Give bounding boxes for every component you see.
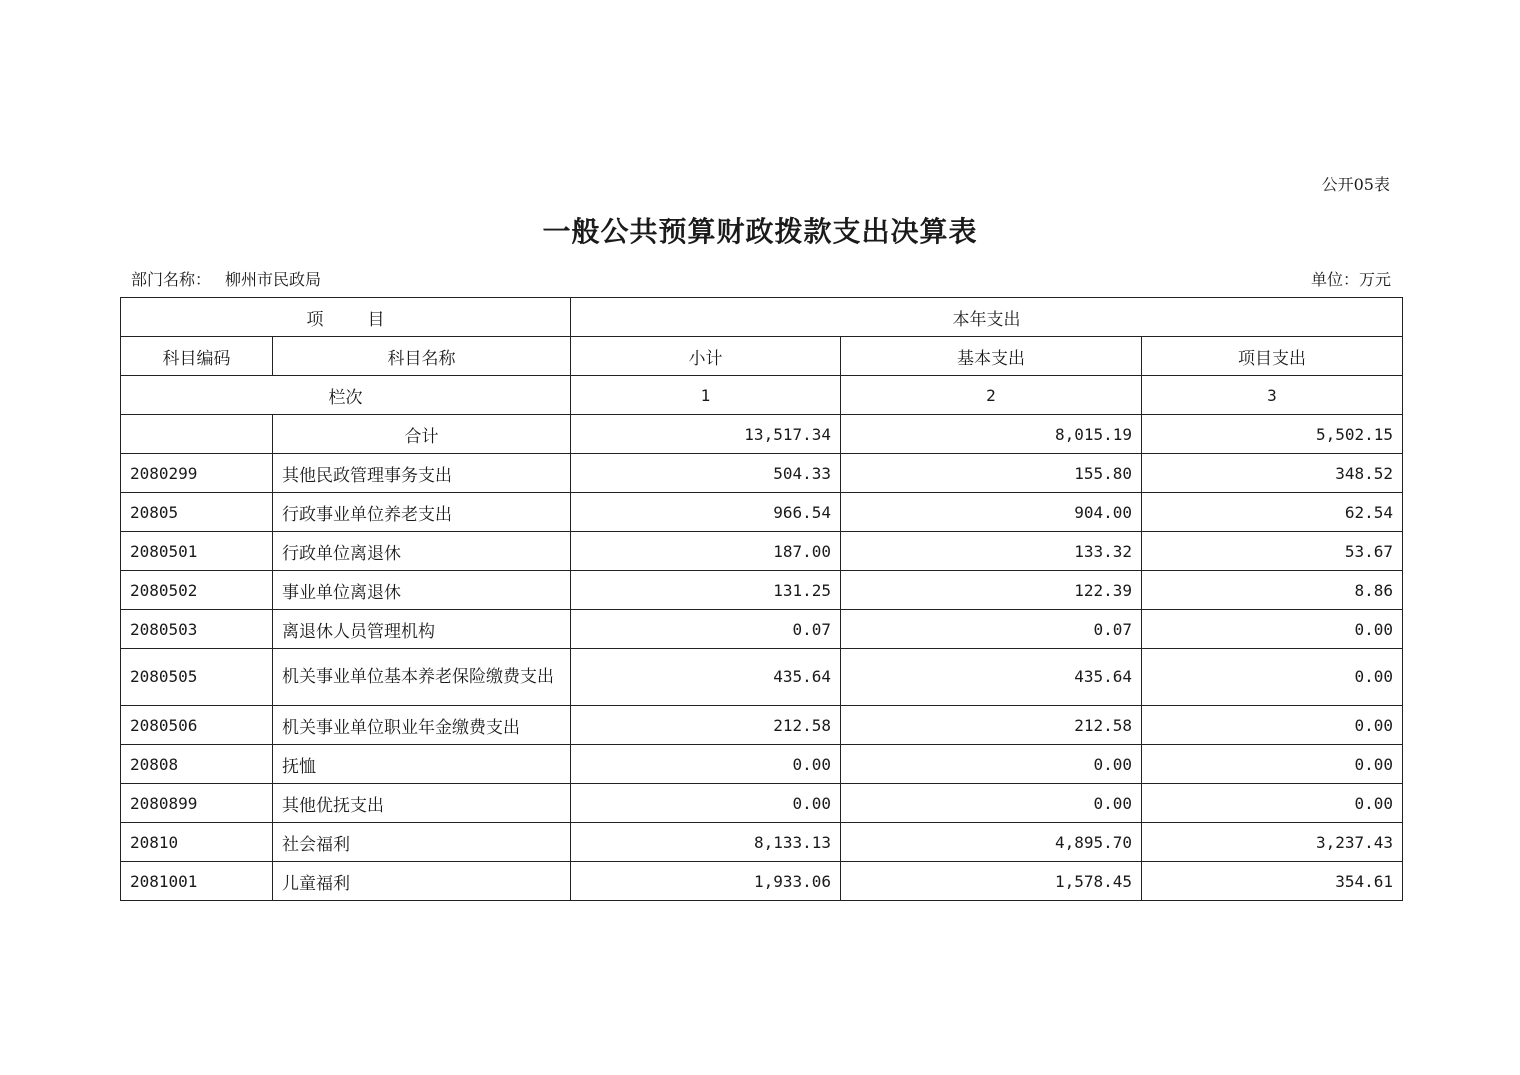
row-index-label: 栏次 bbox=[121, 376, 571, 415]
row-project: 0.00 bbox=[1142, 706, 1403, 745]
row-basic: 0.07 bbox=[841, 610, 1142, 649]
row-subtotal: 435.64 bbox=[571, 649, 841, 706]
unit-label: 单位：万元 bbox=[1310, 270, 1391, 289]
row-subtotal: 0.00 bbox=[571, 745, 841, 784]
col-header-project: 项目支出 bbox=[1142, 337, 1403, 376]
column-index-2: 2 bbox=[841, 376, 1142, 415]
row-project: 0.00 bbox=[1142, 745, 1403, 784]
row-subtotal: 0.00 bbox=[571, 784, 841, 823]
header-item-left: 项 bbox=[306, 309, 324, 330]
table-row bbox=[121, 571, 1403, 610]
row-project: 348.52 bbox=[1142, 454, 1403, 493]
department-line bbox=[131, 267, 321, 290]
column-index-3: 3 bbox=[1142, 376, 1403, 415]
department-name: 柳州市民政局 bbox=[225, 270, 322, 289]
expenditure-table bbox=[120, 297, 1403, 901]
table-row bbox=[121, 649, 1403, 706]
col-header-subtotal: 小计 bbox=[571, 337, 841, 376]
row-project: 62.54 bbox=[1142, 493, 1403, 532]
row-name: 儿童福利 bbox=[273, 862, 571, 901]
row-name: 机关事业单位职业年金缴费支出 bbox=[273, 706, 571, 745]
row-code: 2080899 bbox=[121, 784, 273, 823]
row-name: 离退休人员管理机构 bbox=[273, 610, 571, 649]
row-basic: 155.80 bbox=[841, 454, 1142, 493]
table-row bbox=[121, 454, 1403, 493]
row-code: 2080503 bbox=[121, 610, 273, 649]
total-project: 5,502.15 bbox=[1142, 415, 1403, 454]
row-project: 0.00 bbox=[1142, 610, 1403, 649]
row-subtotal: 1,933.06 bbox=[571, 862, 841, 901]
header-year-expense: 本年支出 bbox=[571, 298, 1403, 337]
row-basic: 133.32 bbox=[841, 532, 1142, 571]
row-code: 20805 bbox=[121, 493, 273, 532]
header-row-top bbox=[121, 298, 1403, 337]
department-label: 部门名称： bbox=[131, 270, 212, 289]
form-number: 公开05表 bbox=[1321, 175, 1390, 194]
header-row-columns bbox=[121, 337, 1403, 376]
row-subtotal: 212.58 bbox=[571, 706, 841, 745]
table-row bbox=[121, 610, 1403, 649]
row-project: 3,237.43 bbox=[1142, 823, 1403, 862]
column-index-1: 1 bbox=[571, 376, 841, 415]
table-row bbox=[121, 493, 1403, 532]
row-basic: 1,578.45 bbox=[841, 862, 1142, 901]
document-title: 一般公共预算财政拨款支出决算表 bbox=[542, 215, 978, 248]
row-subtotal: 131.25 bbox=[571, 571, 841, 610]
row-code: 2081001 bbox=[121, 862, 273, 901]
row-name: 其他优抚支出 bbox=[273, 784, 571, 823]
table-row bbox=[121, 745, 1403, 784]
row-project: 8.86 bbox=[1142, 571, 1403, 610]
row-code: 20810 bbox=[121, 823, 273, 862]
row-code: 2080506 bbox=[121, 706, 273, 745]
total-row bbox=[121, 415, 1403, 454]
row-name: 事业单位离退休 bbox=[273, 571, 571, 610]
header-item-cell bbox=[121, 298, 571, 337]
row-name: 行政单位离退休 bbox=[273, 532, 571, 571]
table-row bbox=[121, 823, 1403, 862]
row-subtotal: 966.54 bbox=[571, 493, 841, 532]
row-basic: 0.00 bbox=[841, 784, 1142, 823]
col-header-basic: 基本支出 bbox=[841, 337, 1142, 376]
total-subtotal: 13,517.34 bbox=[571, 415, 841, 454]
row-code: 2080505 bbox=[121, 649, 273, 706]
table-row bbox=[121, 862, 1403, 901]
table-row bbox=[121, 784, 1403, 823]
row-subtotal: 187.00 bbox=[571, 532, 841, 571]
row-name: 行政事业单位养老支出 bbox=[273, 493, 571, 532]
table-row bbox=[121, 706, 1403, 745]
row-code: 2080501 bbox=[121, 532, 273, 571]
row-subtotal: 8,133.13 bbox=[571, 823, 841, 862]
row-name: 机关事业单位基本养老保险缴费支出 bbox=[273, 649, 571, 706]
row-basic: 4,895.70 bbox=[841, 823, 1142, 862]
row-project: 0.00 bbox=[1142, 784, 1403, 823]
col-header-code: 科目编码 bbox=[121, 337, 273, 376]
col-header-name: 科目名称 bbox=[273, 337, 571, 376]
header-item-right: 目 bbox=[367, 309, 385, 330]
row-code: 2080502 bbox=[121, 571, 273, 610]
row-basic: 0.00 bbox=[841, 745, 1142, 784]
row-name: 其他民政管理事务支出 bbox=[273, 454, 571, 493]
row-subtotal: 0.07 bbox=[571, 610, 841, 649]
index-row bbox=[121, 376, 1403, 415]
row-basic: 904.00 bbox=[841, 493, 1142, 532]
row-name: 社会福利 bbox=[273, 823, 571, 862]
total-basic: 8,015.19 bbox=[841, 415, 1142, 454]
total-code-cell bbox=[121, 415, 273, 454]
row-basic: 435.64 bbox=[841, 649, 1142, 706]
row-project: 53.67 bbox=[1142, 532, 1403, 571]
total-label: 合计 bbox=[273, 415, 571, 454]
row-name: 抚恤 bbox=[273, 745, 571, 784]
table-row bbox=[121, 532, 1403, 571]
row-subtotal: 504.33 bbox=[571, 454, 841, 493]
row-code: 2080299 bbox=[121, 454, 273, 493]
row-project: 354.61 bbox=[1142, 862, 1403, 901]
row-basic: 122.39 bbox=[841, 571, 1142, 610]
row-project: 0.00 bbox=[1142, 649, 1403, 706]
row-basic: 212.58 bbox=[841, 706, 1142, 745]
row-code: 20808 bbox=[121, 745, 273, 784]
